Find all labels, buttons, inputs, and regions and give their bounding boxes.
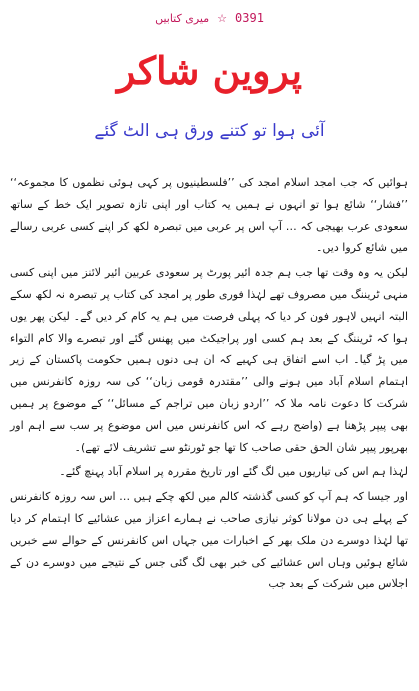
page-header (0, 8, 419, 28)
paragraph: لیکن یہ وہ وقت تھا جب ہم جدہ ائیر پورٹ پر سعودی عربین ائیر لائنز میں اپنی کسی منہی ٹریننگ میں مصروف تھے لہٰذا فوری طور پر امجد کی کتاب پر تبصرہ نہ لکھ سکے البتہ انہیں لاہور فون کر دیا کہ پہلی فرصت میں ہم یہ کام کر دیں گے۔ لیکن پھر یوں ہوا کہ ٹریننگ کے بعد ہم کسی اور پراجیکٹ میں پھنس گئے اور تبصرے والا کام التواء میں پڑ گیا۔ اب اسے اتفاق ہی کہیے کہ ان ہی دنوں ہمیں حکومت پاکستان کے زیر اہتمام اسلام آباد میں ہونے والی ’’مقتدرہ قومی زبان‘‘ کی سہ روزہ کانفرنس میں شرکت کا دعوت نامہ ملا کہ ’’اردو زبان میں تراجم کے مسائل‘‘ کے موضوع پر ہمیں بھی پیپر پڑھنا ہے (واضح رہے کہ اس کانفرنس میں اس موضوع پر سب سے اہم اور بھرپور پیپر شان الحق حقی صاحب کا تھا جو ٹورنٹو سے تشریف لائے تھے)۔ (10, 266, 408, 454)
page-subtitle: آئی ہوا تو کتنے ورق ہی الٹ گئے (94, 121, 325, 141)
paragraph: اور جیسا کہ ہم آپ کو کسی گذشتہ کالم میں لکھ چکے ہیں … اس سہ روزہ کانفرنس کے پہلے ہی دن مولانا کوثر نیازی صاحب نے ہمارے اعزاز میں عشائیے کا اہتمام کر دیا تھا لہٰذا دوسرے دن ملک بھر کے اخبارات میں جہاں اس کانفرنس کے حوالے سے خبریں شائع ہوئیں وہاں اس عشائیے کی خبر بھی لگ گئی جس کے نتیجے میں دوسرے دن کے اجلاس میں شرکت کے بعد جب (10, 490, 408, 591)
paragraph: لہٰذا ہم اس کی تیاریوں میں لگ گئے اور تاریخ مقررہ پر اسلام آباد پہنچ گئے۔ (59, 465, 408, 479)
star-icon: ☆ (217, 11, 228, 25)
paragraph: ہوائیں کہ جب امجد اسلام امجد کی ’’فلسطینیوں پر کہی ہوئی نظموں کا مجموعہ‘‘ ’’فشار‘‘ شائع ہوا تو انہوں نے ہمیں یہ کتاب اور اپنی تازہ تصویر ایک خط کے ساتھ سعودی عرب بھیجی کہ … آپ اس پر عربی میں تبصرہ لکھ کر اپنے کسی عربی رسالے میں شائع کروا دیں۔ (10, 176, 408, 255)
series-name: میری کتابیں (155, 11, 210, 25)
page-title: پروین شاکر (116, 48, 303, 93)
issue-number: 0391 (235, 11, 264, 25)
article-body (10, 172, 408, 595)
